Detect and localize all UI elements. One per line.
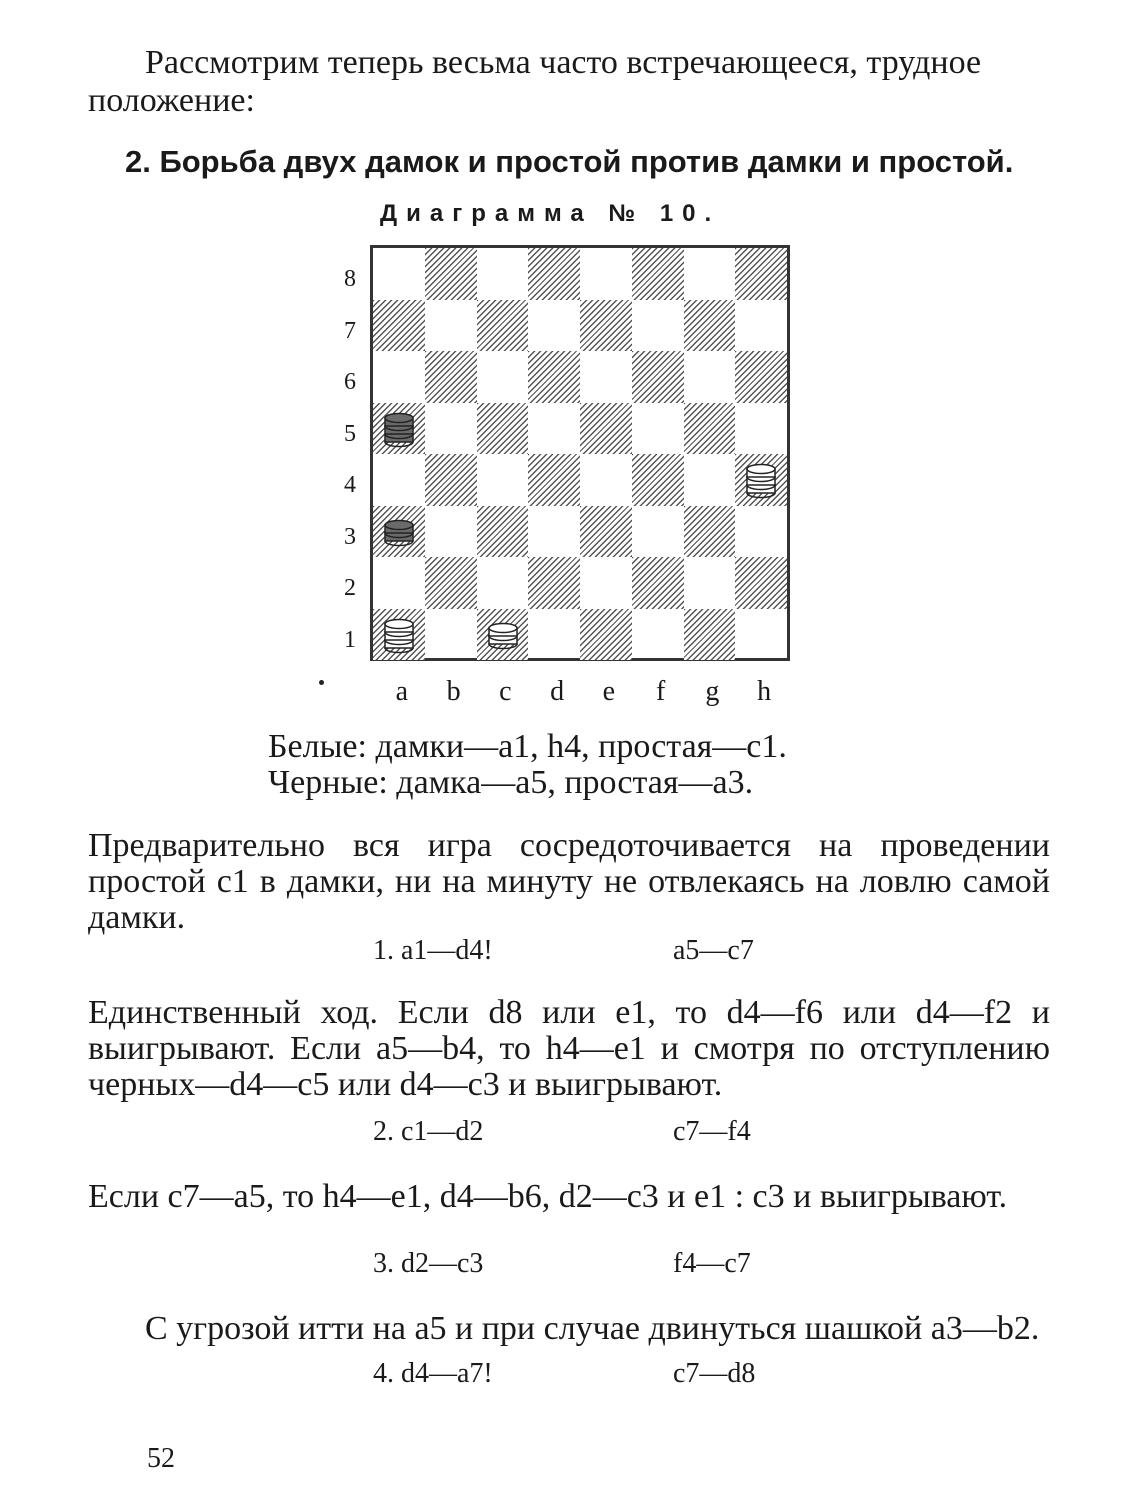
file-label-f: f (655, 676, 666, 707)
square-h5 (735, 403, 787, 455)
white-man-c1 (482, 614, 524, 656)
file-label-d: d (550, 676, 565, 707)
square-c4 (477, 454, 529, 506)
rank-label-7: 7 (344, 317, 356, 344)
rank-label-2: 2 (344, 575, 356, 601)
move-3-black: f4—c7 (673, 1248, 751, 1279)
move-4-black: c7—d8 (673, 1358, 756, 1389)
square-d2 (528, 557, 580, 609)
square-c8 (477, 248, 529, 300)
file-label-a: a (395, 676, 409, 707)
square-a6 (373, 351, 425, 403)
square-g7 (684, 300, 736, 352)
square-a4 (373, 454, 425, 506)
square-f3 (632, 506, 684, 558)
white-position: Белые: дамки—a1, h4, простая—c1. (268, 728, 787, 765)
file-label-e: e (602, 676, 616, 707)
square-a7 (373, 300, 425, 352)
square-h7 (735, 300, 787, 352)
black-man-a3 (378, 511, 420, 553)
file-label-g: g (705, 676, 720, 707)
paragraph-2: Единственный ход. Если d8 или e1, то d4—f6 или d4—f2 и выигрывают. Если a5—b4, то h4—e1 и смотря по отступлению черных—d4—c5 или d4—c3 и выигрывают. (88, 994, 1050, 1103)
square-h1 (735, 609, 787, 661)
square-g1 (684, 609, 736, 661)
square-e6 (580, 351, 632, 403)
move-4-white: 4. d4—a7! (373, 1358, 493, 1389)
square-c5 (477, 403, 529, 455)
square-a2 (373, 557, 425, 609)
square-e3 (580, 506, 632, 558)
square-b6 (425, 351, 477, 403)
square-e4 (580, 454, 632, 506)
square-d5 (528, 403, 580, 455)
square-a1 (373, 609, 425, 661)
move-1-white: 1. a1—d4! (373, 935, 493, 966)
square-a8 (373, 248, 425, 300)
section-heading: 2. Борьба двух дамок и простой против дамки и простой. (125, 144, 1014, 179)
square-b5 (425, 403, 477, 455)
intro-line-2: положение: (88, 82, 255, 119)
square-g3 (684, 506, 736, 558)
square-f5 (632, 403, 684, 455)
square-f4 (632, 454, 684, 506)
rank-label-5: 5 (344, 420, 356, 447)
rank-label-3: 3 (344, 523, 356, 550)
square-d4 (528, 454, 580, 506)
square-e1 (580, 609, 632, 661)
square-f7 (632, 300, 684, 352)
diagram-title: Диаграмма № 10. (380, 200, 721, 227)
square-b2 (425, 557, 477, 609)
square-c3 (477, 506, 529, 558)
square-h8 (735, 248, 787, 300)
move-1-black: a5—c7 (673, 935, 754, 966)
print-dot (319, 680, 324, 685)
square-e7 (580, 300, 632, 352)
square-b1 (425, 609, 477, 661)
square-h6 (735, 351, 787, 403)
square-a3 (373, 506, 425, 558)
square-b3 (425, 506, 477, 558)
square-h2 (735, 557, 787, 609)
square-f2 (632, 557, 684, 609)
square-e2 (580, 557, 632, 609)
black-king-a5 (378, 408, 420, 450)
square-c1 (477, 609, 529, 661)
paragraph-4: С угрозой итти на a5 и при случае двинуться шашкой a3—b2. (145, 1310, 1040, 1347)
square-d8 (528, 248, 580, 300)
square-h3 (735, 506, 787, 558)
square-h4 (735, 454, 787, 506)
move-2-white: 2. c1—d2 (373, 1116, 484, 1147)
square-a5 (373, 403, 425, 455)
rank-label-4: 4 (344, 472, 356, 498)
square-g6 (684, 351, 736, 403)
file-label-c: c (499, 676, 512, 707)
square-d6 (528, 351, 580, 403)
file-label-h: h (757, 676, 772, 707)
square-g2 (684, 557, 736, 609)
rank-label-1: 1 (344, 626, 356, 653)
square-g4 (684, 454, 736, 506)
square-b7 (425, 300, 477, 352)
intro-line-1: Рассмотрим теперь весьма часто встречающееся, трудное (145, 44, 982, 81)
black-position: Черные: дамка—a5, простая—a3. (268, 764, 754, 801)
square-g8 (684, 248, 736, 300)
square-d1 (528, 609, 580, 661)
square-f6 (632, 351, 684, 403)
square-b4 (425, 454, 477, 506)
square-c7 (477, 300, 529, 352)
move-2-black: c7—f4 (673, 1116, 751, 1147)
square-f1 (632, 609, 684, 661)
white-king-h4 (740, 459, 782, 501)
white-king-a1 (378, 614, 420, 656)
square-d7 (528, 300, 580, 352)
page-number: 52 (147, 1443, 175, 1474)
checkers-board (370, 245, 790, 661)
rank-label-6: 6 (344, 369, 356, 395)
file-label-b: b (446, 676, 461, 707)
square-c2 (477, 557, 529, 609)
paragraph-1: Предварительно вся игра сосредоточивается на проведении простой c1 в дамки, ни на минуту не отвлекаясь на ловлю самой дамки. (88, 827, 1050, 936)
square-f8 (632, 248, 684, 300)
move-3-white: 3. d2—c3 (373, 1248, 484, 1279)
square-g5 (684, 403, 736, 455)
square-c6 (477, 351, 529, 403)
paragraph-3: Если c7—a5, то h4—e1, d4—b6, d2—c3 и e1 : c3 и выигрывают. (88, 1178, 1008, 1215)
square-b8 (425, 248, 477, 300)
square-e8 (580, 248, 632, 300)
square-e5 (580, 403, 632, 455)
rank-label-8: 8 (344, 266, 356, 292)
square-d3 (528, 506, 580, 558)
